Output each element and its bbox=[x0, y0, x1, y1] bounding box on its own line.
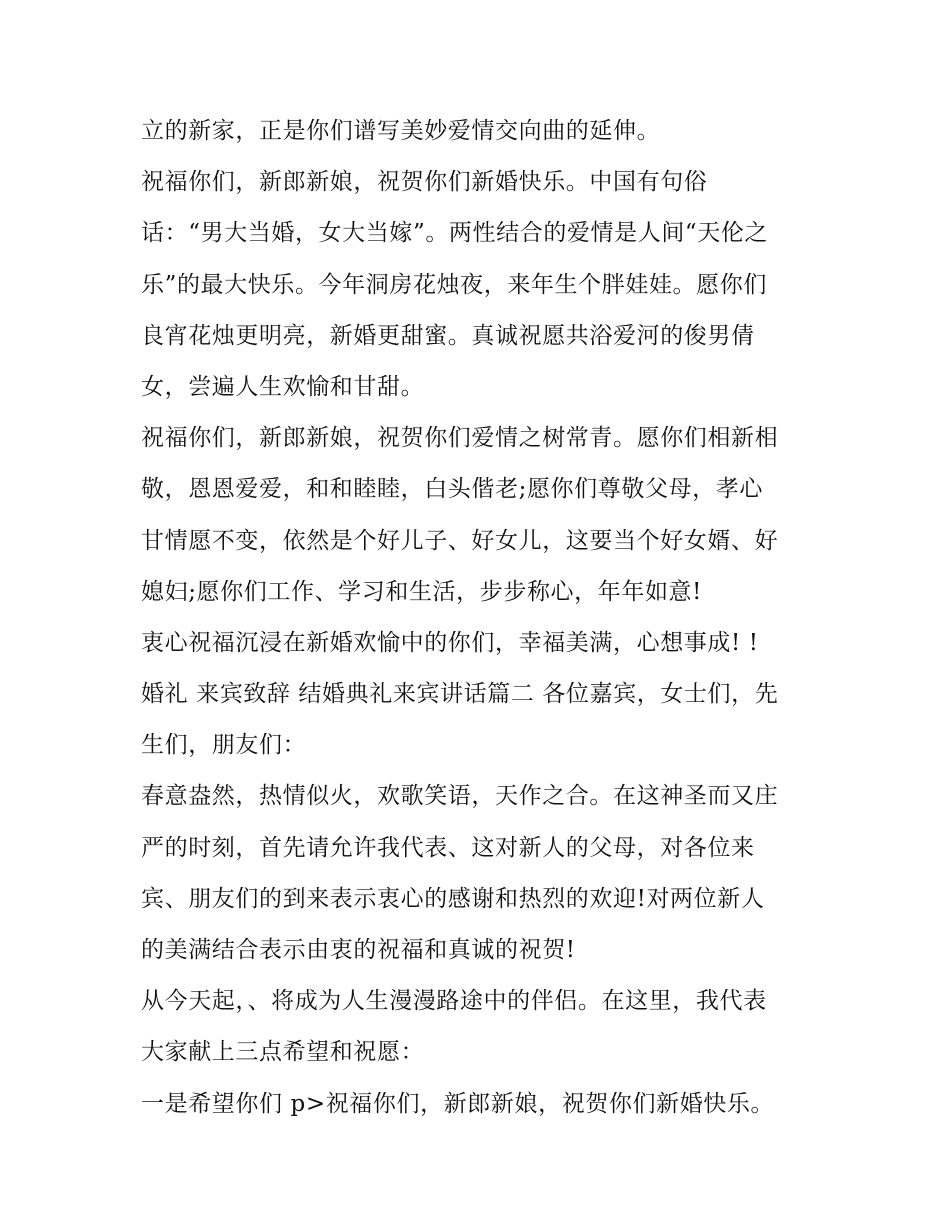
text-line: 衷心祝福沉浸在新婚欢愉中的你们，幸福美满，心想事成! ! bbox=[141, 629, 759, 656]
text-line: 甘情愿不变，依然是个好儿子、好女儿，这要当个好女婿、好 bbox=[141, 527, 779, 554]
text-line: 大家献上三点希望和祝愿： bbox=[141, 1039, 425, 1066]
text-line: 祝福你们，新郎新娘，祝贺你们新婚快乐。中国有句俗 bbox=[141, 169, 708, 196]
text-line: 的美满结合表示由衷的祝福和真诚的祝贺! bbox=[141, 937, 576, 963]
text-line: 敬，恩恩爱爱，和和睦睦，白头偕老;愿你们尊敬父母，孝心 bbox=[141, 476, 763, 503]
document-body bbox=[141, 106, 821, 1130]
text-line: 生们，朋友们： bbox=[141, 732, 307, 759]
text-line: 婚礼 来宾致辞 结婚典礼来宾讲话篇二 各位嘉宾，女士们，先 bbox=[141, 681, 779, 708]
text-line: 春意盎然，热情似火，欢歌笑语，天作之合。在这神圣而又庄 bbox=[141, 783, 779, 810]
text-line: 话：“男大当婚，女大当嫁”。两性结合的爱情是人间“天伦之 bbox=[141, 220, 769, 247]
text-line: 祝福你们，新郎新娘，祝贺你们爱情之树常青。愿你们相新相 bbox=[141, 425, 779, 452]
text-line: 宾、朋友们的到来表示衷心的感谢和热烈的欢迎!对两位新人 bbox=[141, 885, 765, 912]
text-line: 从今天起，、将成为人生漫漫路途中的伴侣。在这里，我代表 bbox=[141, 988, 767, 1015]
text-line: 女，尝遍人生欢愉和甘甜。 bbox=[141, 373, 425, 400]
text-line: 良宵花烛更明亮，新婚更甜蜜。真诚祝愿共浴爱河的俊男倩 bbox=[141, 322, 755, 349]
text-line: 乐”的最大快乐。今年洞房花烛夜，来年生个胖娃娃。愿你们 bbox=[141, 271, 767, 298]
text-line: 媳妇;愿你们工作、学习和生活，步步称心，年年如意! bbox=[141, 578, 702, 605]
text-line: 一是希望你们 p>祝福你们，新郎新娘，祝贺你们新婚快乐。 bbox=[141, 1090, 775, 1117]
text-line: 立的新家，正是你们谱写美妙爱情交向曲的延伸。 bbox=[141, 118, 661, 144]
text-line: 严的时刻，首先请允许我代表、这对新人的父母，对各位来 bbox=[141, 834, 755, 861]
